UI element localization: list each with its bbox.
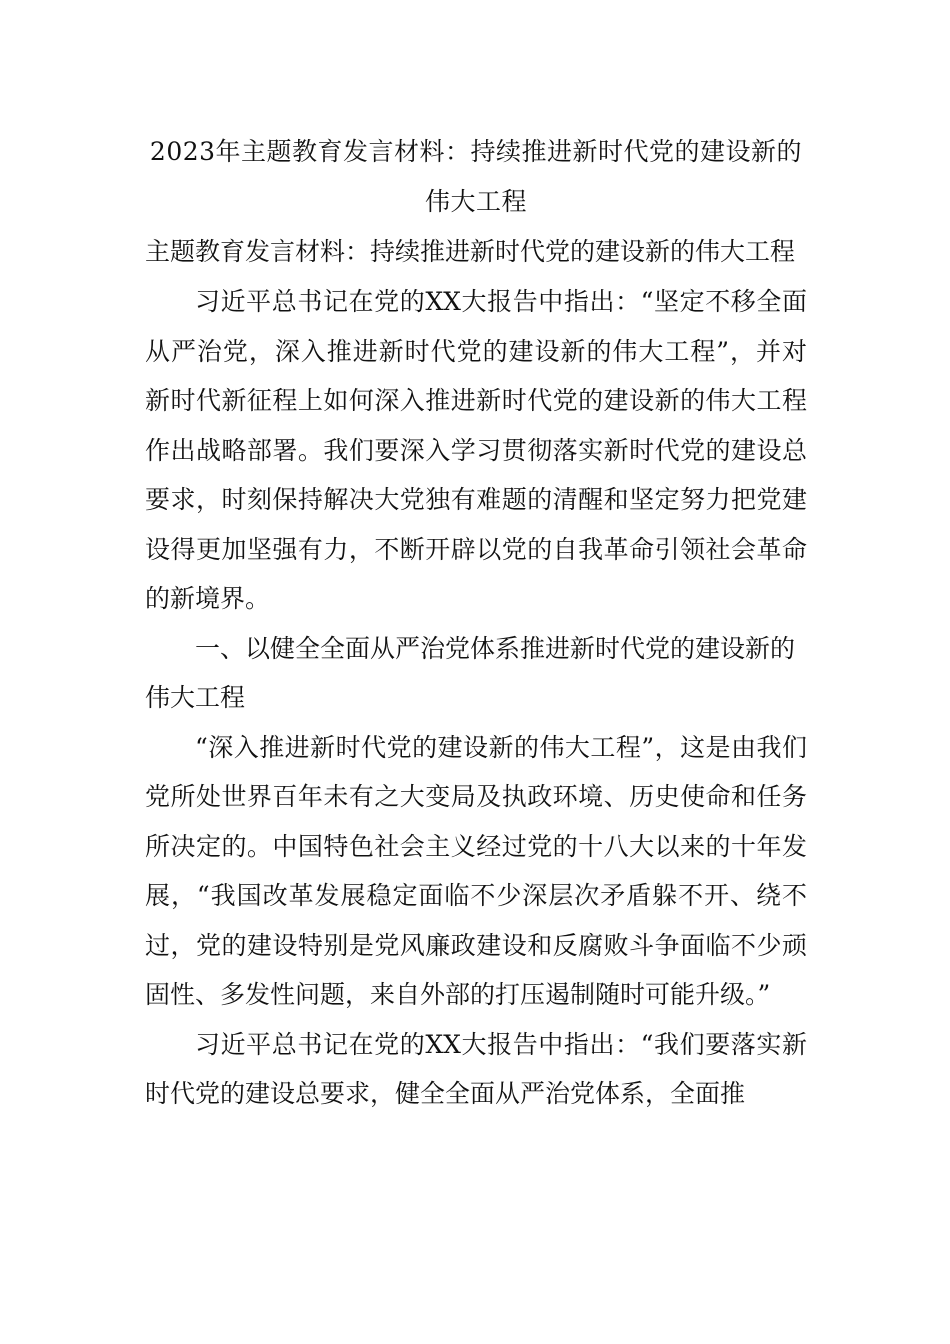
body-paragraph: “深入推进新时代党的建设新的伟大工程”，这是由我们党所处世界百年未有之大变局及执政环境、历史使命和任务所决定的。中国特色社会主义经过党的十八大以来的十年发展，“我国改革发展稳定面临不少深层次矛盾躲不开、绕不过，党的建设特别是党风廉政建设和反腐败斗争面临不少顽固性、多发性问题，来自外部的打压遏制随时可能升级。” — [145, 732, 807, 1009]
document-subtitle: 主题教育发言材料：持续推进新时代党的建设新的伟大工程 — [145, 237, 796, 266]
body-paragraph-continued: 习近平总书记在党的XX大报告中指出：“我们要落实新时代党的建设总要求，健全全面从严治党体系，全面推 — [145, 1029, 807, 1108]
intro-paragraph: 习近平总书记在党的XX大报告中指出：“坚定不移全面从严治党，深入推进新时代党的建设新的伟大工程”，并对新时代新征程上如何深入推进新时代党的建设新的伟大工程作出战略部署。我们要深入学习贯彻落实新时代党的建设总要求，时刻保持解决大党独有难题的清醒和坚定努力把党建设得更加坚强有力，不断开辟以党的自我革命引领社会革命的新境界。 — [145, 287, 807, 613]
document-title: 2023年主题教育发言材料：持续推进新时代党的建设新的伟大工程 — [149, 137, 803, 216]
document-page — [145, 127, 807, 1119]
section-heading-1: 一、以健全全面从严治党体系推进新时代党的建设新的伟大工程 — [145, 633, 796, 712]
